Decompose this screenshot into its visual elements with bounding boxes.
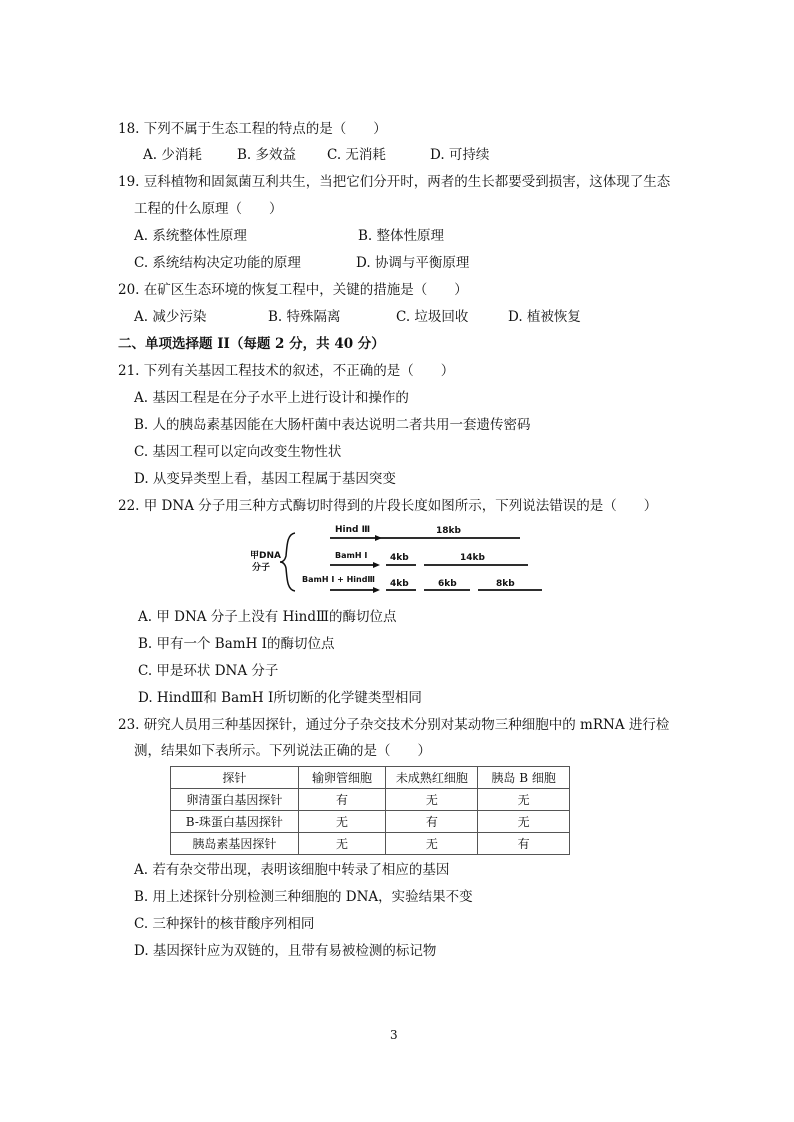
table-cell: 无 — [298, 833, 386, 855]
q23-stem-line2: 测，结果如下表所示。下列说法正确的是（ ） — [134, 743, 431, 759]
table-header-immature-rbc: 未成熟红细胞 — [386, 767, 478, 789]
q19-option-d: D. 协调与平衡原理 — [356, 255, 470, 271]
section-2-title: 二、单项选择题 II（每题 2 分，共 40 分） — [118, 336, 385, 352]
row3-arrow — [330, 587, 380, 593]
q21-option-b: B. 人的胰岛素基因能在大肠杆菌中表达说明二者共用一套遗传密码 — [134, 417, 531, 433]
table-header-oviduct: 输卵管细胞 — [298, 767, 386, 789]
q23-option-c: C. 三种探针的核苷酸序列相同 — [134, 916, 315, 932]
table-cell: 无 — [386, 789, 478, 811]
q21-option-c: C. 基因工程可以定向改变生物性状 — [134, 444, 342, 460]
row2-fragment1-label: 4kb — [390, 553, 409, 563]
table-row — [171, 811, 570, 833]
q19-stem-line1: 19. 豆科植物和固氮菌互利共生，当把它们分开时，两者的生长都要受到损害，这体现了生态 — [118, 174, 671, 190]
table-cell: 胰岛素基因探针 — [171, 833, 299, 855]
q19-option-b: B. 整体性原理 — [358, 228, 445, 244]
probe-results-table — [170, 766, 570, 855]
table-header-probe: 探针 — [171, 767, 299, 789]
table-header-row — [171, 767, 570, 789]
q20-option-d: D. 植被恢复 — [508, 309, 581, 325]
table-row — [171, 833, 570, 855]
row3-fragment1-label: 4kb — [390, 579, 409, 589]
q19-stem-line2: 工程的什么原理（ ） — [134, 201, 283, 217]
q22-option-b: B. 甲有一个 BamH Ⅰ的酶切位点 — [138, 636, 335, 652]
row3-fragment2-label: 6kb — [438, 579, 457, 589]
table-cell: 有 — [478, 833, 570, 855]
q19-option-c: C. 系统结构决定功能的原理 — [134, 255, 301, 271]
table-cell: 有 — [298, 789, 386, 811]
table-cell: 无 — [298, 811, 386, 833]
table-cell: B-珠蛋白基因探针 — [171, 811, 299, 833]
row1-enzyme-label: Hind Ⅲ — [335, 525, 371, 535]
row2-fragment2-label: 14kb — [460, 553, 485, 563]
q18-option-b: B. 多效益 — [237, 147, 297, 163]
q18-option-c: C. 无消耗 — [327, 147, 386, 163]
q19-option-a: A. 系统整体性原理 — [134, 228, 247, 244]
q22-stem: 22. 甲 DNA 分子用三种方式酶切时得到的片段长度如图所示，下列说法错误的是（ ） — [118, 498, 658, 514]
q21-option-d: D. 从变异类型上看，基因工程属于基因突变 — [134, 471, 396, 487]
table-cell: 无 — [478, 811, 570, 833]
q18-option-a: A. 少消耗 — [143, 147, 202, 163]
q18-stem: 18. 下列不属于生态工程的特点的是（ ） — [118, 121, 387, 137]
q21-option-a: A. 基因工程是在分子水平上进行设计和操作的 — [134, 390, 409, 406]
q21-stem: 21. 下列有关基因工程技术的叙述，不正确的是（ ） — [118, 363, 455, 379]
q20-option-b: B. 特殊隔离 — [268, 309, 341, 325]
table-cell: 无 — [478, 789, 570, 811]
dna-digestion-diagram — [250, 520, 550, 595]
table-header-islet-b: 胰岛 B 细胞 — [478, 767, 570, 789]
page-number: 3 — [390, 1028, 398, 1042]
row3-enzyme-label: BamH Ⅰ + HindⅢ — [302, 575, 375, 584]
row1-arrow — [330, 535, 382, 541]
diagram-subject-line1: 甲DNA — [250, 551, 281, 561]
row3-fragment3-label: 8kb — [496, 579, 515, 589]
table-row — [171, 789, 570, 811]
q20-option-c: C. 垃圾回收 — [396, 309, 469, 325]
q23-option-b: B. 用上述探针分别检测三种细胞的 DNA，实验结果不变 — [134, 889, 473, 905]
table-cell: 有 — [386, 811, 478, 833]
q23-option-d: D. 基因探针应为双链的，且带有易被检测的标记物 — [134, 943, 437, 959]
row1-fragment-label: 18kb — [436, 526, 461, 536]
table-cell: 卵清蛋白基因探针 — [171, 789, 299, 811]
q20-stem: 20. 在矿区生态环境的恢复工程中，关键的措施是（ ） — [118, 282, 468, 298]
row2-enzyme-label: BamH Ⅰ — [335, 551, 368, 560]
diagram-brace — [280, 533, 295, 591]
q22-option-c: C. 甲是环状 DNA 分子 — [138, 663, 279, 679]
table-cell: 无 — [386, 833, 478, 855]
q23-option-a: A. 若有杂交带出现，表明该细胞中转录了相应的基因 — [134, 862, 450, 878]
q23-stem-line1: 23. 研究人员用三种基因探针，通过分子杂交技术分别对某动物三种细胞中的 mRNA 进行检 — [118, 717, 670, 733]
q18-option-d: D. 可持续 — [430, 147, 490, 163]
q22-option-a: A. 甲 DNA 分子上没有 HindⅢ的酶切位点 — [138, 609, 397, 625]
q22-option-d: D. HindⅢ和 BamH Ⅰ所切断的化学键类型相同 — [138, 690, 422, 706]
row2-arrow — [330, 562, 380, 568]
q20-option-a: A. 减少污染 — [134, 309, 207, 325]
diagram-subject-line2: 分子 — [252, 563, 271, 573]
